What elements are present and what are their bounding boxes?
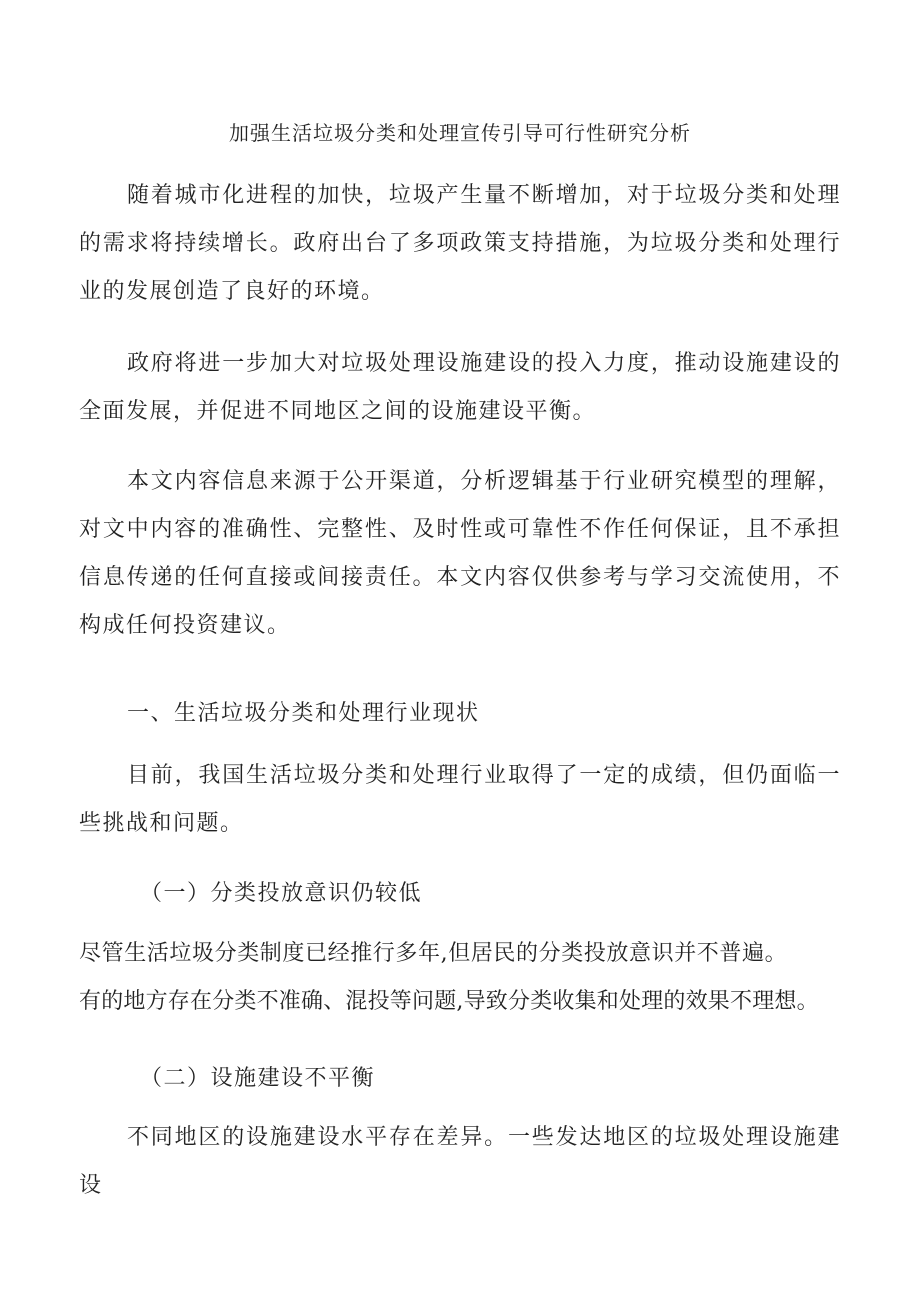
subsection-heading-awareness: （一）分类投放意识仍较低: [140, 881, 423, 906]
section-heading-industry-status: 一、生活垃圾分类和处理行业现状: [127, 701, 480, 726]
paragraph-awareness-line1: 尽管生活垃圾分类制度已经推行多年,但居民的分类投放意识并不普遍。: [79, 941, 788, 966]
paragraph-disclaimer: 本文内容信息来源于公开渠道，分析逻辑基于行业研究模型的理解，对文中内容的准确性、完整性、及时性或可靠性不作任何保证，且不承担信息传递的任何直接或间接责任。本文内容仅供参考与学习交流使用，不构成任何投资建议。: [79, 469, 841, 638]
paragraph-facilities: 不同地区的设施建设水平存在差异。一些发达地区的垃圾处理设施建设: [79, 1125, 841, 1198]
paragraph-urbanization: 随着城市化进程的加快，垃圾产生量不断增加，对于垃圾分类和处理的需求将持续增长。政府出台了多项政策支持措施，为垃圾分类和处理行业的发展创造了良好的环境。: [79, 183, 841, 304]
document-title: 加强生活垃圾分类和处理宣传引导可行性研究分析: [229, 121, 691, 145]
paragraph-current-situation: 目前，我国生活垃圾分类和处理行业取得了一定的成绩，但仍面临一些挑战和问题。: [79, 763, 841, 836]
subsection-heading-facilities: （二）设施建设不平衡: [140, 1066, 376, 1091]
paragraph-awareness-line2: 有的地方存在分类不准确、混投等问题,导致分类收集和处理的效果不理想。: [79, 989, 819, 1014]
paragraph-government-investment: 政府将进一步加大对垃圾处理设施建设的投入力度，推动设施建设的全面发展，并促进不同地区之间的设施建设平衡。: [79, 351, 841, 424]
